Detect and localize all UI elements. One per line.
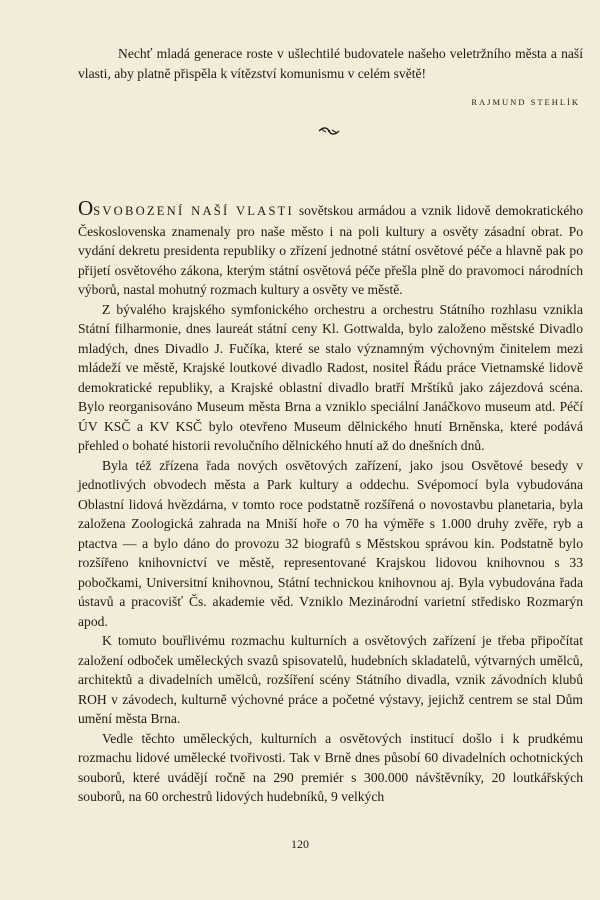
- decorative-ornament-icon: [318, 126, 340, 136]
- paragraph: Z bývalého krajského symfonického orchestru a orchestru Státního rozhlasu vznikla Státní filharmonie, dnes laureát státní ceny Kl. Gottwalda, bylo založeno městské Divadlo mladých, dnes Divadlo J. Fučíka, které se stalo významným výchovným činitelem mezi mládeží ve městě, Krajské loutkové divadlo Radost, nositel Řádu práce Vietnamské lidově demokratické republiky, a Krajské oblastní divadlo bratří Mrštíků jako zájezdová scéna. Bylo reorganisováno Museum města Brna a vzniklo speciální Janáčkovo museum atd. Péčí ÚV KSČ a KV KSČ bylo otevřeno Museum dělnického hnutí Brněnska, které podává přehled o bohaté historii revolučního dělnického hnutí až do dnešních dnů.: [78, 301, 583, 453]
- page-number: 120: [291, 837, 309, 851]
- opening-paragraph-text: sovětskou armádou a vznik lidově demokratického Československa znamenaly pro naše město i na poli kultury a osvěty zásadní obrat. Po vydání dekretu presidenta republiky o zřízení jednotné státní osvětové péče a hlavně pak po přijetí osvětového zákona, kterým státní osvětová péče přešla plně do pravomoci národních výborů, nastal mohutný rozmach kultury a osvěty ve městě.: [78, 203, 584, 297]
- opening-paragraph: [78, 198, 583, 300]
- article-body: [78, 198, 583, 807]
- author-signature: RAJMUND STEHLÍK: [471, 97, 580, 107]
- intro-paragraph: Nechť mladá generace roste v ušlechtilé budovatele našeho veletržního města a naší vlasti, aby platně přispěla k vítězství komunismu v celém světě!: [78, 46, 583, 81]
- drop-cap: O: [78, 196, 94, 220]
- paragraph: Vedle těchto uměleckých, kulturních a osvětových institucí došlo i k prudkému rozmachu lidové umělecké tvořivosti. Tak v Brně dnes působí 60 divadelních ochotnických souborů, které uvádějí ročně na 290 premiér s 300.000 návštěvníky, 20 loutkářských souborů, na 60 orchestrů lidových hudebníků, 9 velkých: [78, 730, 583, 804]
- paragraph: K tomuto bouřlivému rozmachu kulturních a osvětových zařízení je třeba připočítat založení odboček uměleckých svazů spisovatelů, hudebních skladatelů, výtvarných umělců, architektů a divadelních umělců, rozšíření scény Státního divadla, vznik závodních klubů ROH v závodech, kulturně výchovné práce a početné výstavy, jejichž centrem se stal Dům umění města Brna.: [78, 633, 583, 726]
- opening-spaced-words: SVOBOZENÍ NAŠÍ VLASTI: [93, 204, 294, 218]
- paragraph: Byla též zřízena řada nových osvětových zařízení, jako jsou Osvětové besedy v jednotlivých obvodech města a Park kultury a oddechu. Svépomocí byla vybudována Oblastní lidová hvězdárna, v tomto roce podstatně rozšířená o novostavbu planetaria, byla založena Zoologická zahrada na Mniší hoře o 70 ha výměře s 1.000 druhy zvěře, ryb a ptactva — a bylo dáno do provozu 32 biografů s Městskou správou kin. Podstatně bylo rozšířeno knihovnictví ve městě, representované Krajskou lidovou knihovnou s 33 pobočkami, Universitní knihovnou, Státní technickou knihovnou aj. Byla vybudována řada ústavů a pracovišť Čs. akademie věd. Vzniklo Mezinárodní varietní středisko Rozmarýn apod.: [78, 457, 583, 629]
